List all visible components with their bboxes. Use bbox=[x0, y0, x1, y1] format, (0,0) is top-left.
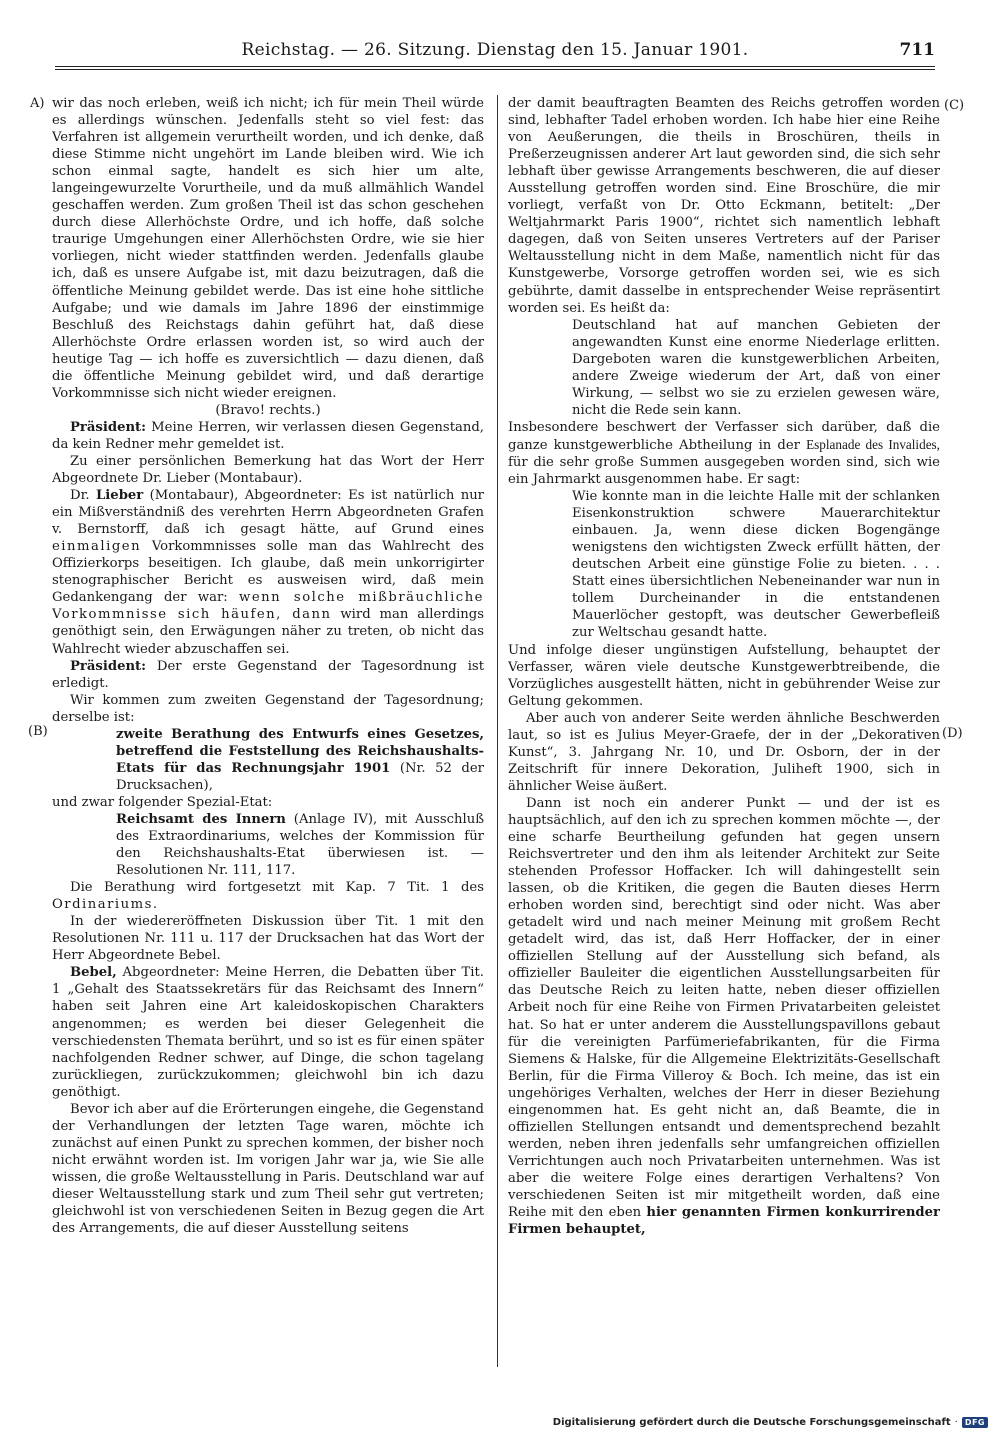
paragraph bbox=[52, 658, 484, 692]
speaker-name: Präsident: bbox=[70, 419, 147, 435]
paragraph bbox=[508, 795, 940, 1238]
paragraph: der damit beauftragten Beamten des Reichs getroffen worden sind, lebhafter Tadel erhoben worden. Ich habe hier eine Reihe von Aeußerungen, die theils in Broschüren, theils in Preßerzeugnissen anderer Art laut geworden sind, die sich sehr lebhaft über gewisse Arrangements beschweren, die auf dieser Ausstellung getroffen worden sind. Eine Broschüre, die mir vorliegt, verfaßt von Dr. Otto Eckmann, betitelt: „Der Weltjahrmarkt Paris 1900“, richtet sich namentlich lebhaft dagegen, daß von Seiten unseres Vertreters auf der Pariser Weltausstellung nicht in dem Maße, namentlich nicht für das Kunstgewerbe, Vorsorge getroffen worden sei, wie es sich gebührte, damit dasselbe in entsprechender Weise repräsentirt worden sei. Es heißt da: bbox=[508, 96, 940, 316]
speaker-name: Bebel, bbox=[70, 965, 117, 981]
speech-text: Abgeordneter: Meine Herren, die Debatten über Tit. 1 „Gehalt des Staatssekretärs für das Reichsamt des Innern“ haben seit Jahren eine Art kaleidoskopischen Charakters angenommen; es werden bei dieser Gelegenheit die verschiedensten Themata berührt, und so ist es für einen später nachfolgenden Redner schwer, auf Dinge, die schon tagelang zurückliegen, zurückzukommen; gleichwohl bin ich dazu genöthigt. bbox=[52, 965, 484, 1100]
block-quote: Wie konnte man in die leichte Halle mit der schlanken Eisenkonstruktion schwere Mauerarchitektur einbauen. Ja, wenn diese dicken Bogengänge wenigstens den wichtigsten Zweck erfüllt hätten, der deutschen Arbeit eine günstige Folie zu bieten. . . . Statt eines übersichtlichen Nebeneinander war nun in tollem Durcheinander in die entstandenen Mauerlöcher gestopft, was deutscher Gewerbefleiß zur Weltschau gesandt hatte. bbox=[572, 489, 940, 641]
agenda-title: Reichsamt des Innern bbox=[116, 811, 286, 827]
margin-marker-d: (D) bbox=[942, 726, 963, 741]
page-number: 711 bbox=[899, 40, 935, 60]
speech-text: Der erste Gegenstand der Tagesordnung ist erledigt. bbox=[52, 658, 484, 691]
agenda-item bbox=[116, 726, 484, 794]
paragraph: Zu einer persönlichen Bemerkung hat das Wort der Herr Abgeordnete Dr. Lieber (Montabaur). bbox=[52, 453, 484, 487]
paragraph bbox=[52, 419, 484, 453]
page-title: Reichstag. — 26. Sitzung. Dienstag den 15. Januar 1901. bbox=[241, 40, 749, 60]
margin-marker-b: (B) bbox=[28, 724, 48, 739]
roman-text: Esplanade des Invalides, bbox=[806, 436, 940, 452]
speech-text: wird man allerdings genöthigt sein, den Erwägungen näher zu treten, ob nicht das Wahlrecht wieder abzuschaffen sei. bbox=[52, 607, 484, 657]
emphasis-text: wenn solche mißbräuchliche Vorkommnisse sich häufen, dann bbox=[52, 590, 484, 623]
agenda-item bbox=[116, 811, 484, 879]
paragraph bbox=[52, 879, 484, 913]
page-header bbox=[55, 40, 935, 66]
column-divider bbox=[497, 95, 498, 1367]
dfg-logo-icon: DFG bbox=[962, 1417, 988, 1428]
header-rule-double bbox=[55, 69, 935, 70]
margin-marker-c: (C) bbox=[944, 98, 965, 113]
agenda-title: zweite Berathung des Entwurfs eines Gesetzes, betreffend die Feststellung des Reichshaushalts-Etats für das Rechnungsjahr 1901 bbox=[116, 726, 484, 776]
paragraph bbox=[52, 964, 484, 1100]
speech-text: Vorkommnisses solle man das Wahlrecht des Offizierkorps beseitigen. Ich glaube, daß mein unkorrigirter stenographischer Bericht es ausweisen wird, daß mein Gedankengang der war: bbox=[52, 539, 484, 606]
paragraph: Und infolge dieser ungünstigen Aufstellung, behauptet der Verfasser, wären viele deutsche Kunstgewerbtreibende, die Vorzügliches ausgestellt hätten, nicht in gebührender Weise zur Geltung gekommen. bbox=[508, 642, 940, 709]
footer-separator: · bbox=[954, 1416, 958, 1428]
paragraph: Bevor ich aber auf die Erörterungen eingehe, die Gegenstand der Verhandlungen der letzten Tage waren, möchte ich zunächst auf einen Punkt zu sprechen kommen, der bisher noch nicht erwähnt worden ist. Im vorigen Jahr war ja, wie Sie alle wissen, die große Weltausstellung in Paris. Deutschland war auf dieser Weltausstellung stark und zum Theil sehr gut vertreten; gleichwohl ist von verschiedenen Seiten in Bezug gegen die Art des Arrangements, die auf dieser Ausstellung seitens bbox=[52, 1101, 484, 1237]
emphasis-text: hier genannten Firmen konkurrirender Firmen behauptet, bbox=[508, 1205, 940, 1238]
paragraph: und zwar folgender Spezial-Etat: bbox=[52, 794, 273, 810]
footer-text: Digitalisierung gefördert durch die Deutsche Forschungsgemeinschaft bbox=[552, 1416, 951, 1428]
footer-credit bbox=[553, 1414, 988, 1430]
left-column bbox=[52, 95, 484, 1370]
paragraph: wir das noch erleben, weiß ich nicht; ich für mein Theil würde es allerdings wünschen. Jedenfalls steht so viel fest: das Verfahren ist allgemein verurtheilt worden, und ich denke, daß diese Stimme nicht ungehört im Lande bleiben wird. Wie ich schon einmal sagte, handelt es sich hier um alte, langeingewurzelte Vorurtheile, und da muß allmählich Wandel geschaffen werden. Zum großen Theil ist das schon geschehen durch diese Allerhöchste Ordre, und ich hoffe, daß solche traurige Umgehungen einer Allerhöchsten Ordre, wie sie hier vorliegen, nicht wieder stattfinden werden. Jedenfalls glaube ich, daß es unsere Aufgabe ist, mit dazu beizutragen, daß die öffentliche Meinung gebildet werde. Das ist eine hohe sittliche Aufgabe; und wie damals im Jahre 1896 der einstimmige Beschluß des Reichstags dahin geführt hat, daß diese Allerhöchste Ordre erlassen worden ist, so wird auch der heutige Tag — ich hoffe es zuversichtlich — dazu dienen, daß die öffentliche Meinung gebildet wird, und daß derartige Vorkommnisse sich nicht wieder ereignen. bbox=[52, 96, 484, 401]
speaker-name: Präsident: bbox=[70, 658, 147, 674]
block-quote: Deutschland hat auf manchen Gebieten der angewandten Kunst eine enorme Niederlage erlitten. Dargeboten waren die kunstgewerblichen Arbeiten, andere Zweige wiederum der Art, daß von einer Wirkung, — selbst wo sie zu erzielen gewesen wäre, nicht die Rede sein kann. bbox=[572, 317, 940, 418]
margin-marker-a: A) bbox=[30, 96, 45, 111]
paragraph bbox=[52, 487, 484, 657]
speaker-name: Lieber bbox=[96, 488, 144, 504]
speaker-title: Dr. bbox=[70, 488, 90, 504]
paragraph bbox=[508, 419, 940, 488]
speech-text: Die Berathung wird fortgesetzt mit Kap. 7 Tit. 1 des bbox=[70, 880, 484, 896]
right-column bbox=[508, 95, 940, 1370]
speech-text: (Montabaur), Abgeordneter: Es ist natürlich nur ein Mißverständniß des verehrten Herrn Abgeordneten Grafen v. Bernstorff, daß ich gesagt hätte, auf Grund eines bbox=[52, 488, 484, 538]
speech-text: Insbesondere beschwert der Verfasser sich darüber, daß die ganze kunstgewerbliche Abtheilung in der bbox=[508, 419, 940, 453]
speech-text: für die sehr große Summen ausgegeben worden sind, sich wie ein Jahrmarkt ausgenommen habe. Er sagt: bbox=[508, 454, 940, 488]
emphasis-text: Ordinariums. bbox=[52, 897, 159, 913]
agenda-detail: (Anlage IV), mit Ausschluß des Extraordinariums, welches der Kommission für den Reichshaushalts-Etat überwiesen ist. — Resolutionen Nr. 111, 117. bbox=[116, 811, 484, 879]
paragraph: Aber auch von anderer Seite werden ähnliche Beschwerden laut, so ist es Julius Meyer-Graefe, der in der „Dekorativen Kunst“, 3. Jahrgang Nr. 10, und Dr. Osborn, der in der Zeitschrift für innere Dekoration, Juliheft 1900, sich in ähnlicher Weise äußert. bbox=[508, 710, 940, 794]
applause-note: (Bravo! rechts.) bbox=[215, 402, 321, 418]
paragraph: In der wiedereröffneten Diskussion über Tit. 1 mit den Resolutionen Nr. 111 u. 117 der Drucksachen hat das Wort der Herr Abgeordnete Bebel. bbox=[52, 914, 484, 964]
agenda-detail: (Nr. 52 der Drucksachen), bbox=[116, 760, 484, 793]
speech-text: Dann ist noch ein anderer Punkt — und der ist es hauptsächlich, auf den ich zu sprechen kommen möchte —, der eine scharfe Beurtheilung gefunden hat gegen unsern Reichsvertreter und den ihm als leitender Architekt zur Seite stehenden Professor Hoffacker. Ich will dahingestellt sein lassen, ob die Kritiken, die gegen die Bauten dieses Herrn erhoben worden sind, berechtigt sind oder nicht. Was aber getadelt wird und nach meiner Meinung mit großem Recht getadelt wird, das ist, daß Herr Hoffacker, der in einer offiziellen Stellung auf der Ausstellung sich befand, als offizieller Bauleiter die eigentlichen Ausstellungsarbeiten für das Deutsche Reich zu leiten hatte, neben dieser offiziellen Arbeit noch für eine Reihe von Firmen Privatarbeiten geleistet hat. So hat er unter anderem die Ausstellungspavillons gebaut für die vereinigten Parfümeriefabrikanten, für die Firma Siemens & Halske, für die Allgemeine Elektrizitäts-Gesellschaft Berlin, für die Firma Villeroy & Boch. Ich meine, das ist ein ungehöriges Verhalten, welches der Herr in dieser Beziehung eingenommen hat. Es geht nicht an, daß Beamte, die in offiziellen Stellungen entsandt und dementsprechend bezahlt werden, neben ihren jedenfalls sehr umfangreichen offiziellen Verrichtungen auch noch Privatarbeiten unternehmen. Was ist aber die weitere Folge eines derartigen Verhaltens? Von verschiedenen Seiten ist mir mitgetheilt worden, daß eine Reihe mit den eben bbox=[508, 795, 940, 1221]
paragraph: Wir kommen zum zweiten Gegenstand der Tagesordnung; derselbe ist: bbox=[52, 692, 484, 725]
speech-text: Meine Herren, wir verlassen diesen Gegenstand, da kein Redner mehr gemeldet ist. bbox=[52, 419, 484, 452]
header-rule bbox=[55, 66, 935, 67]
emphasis-text: einmaligen bbox=[52, 539, 142, 555]
